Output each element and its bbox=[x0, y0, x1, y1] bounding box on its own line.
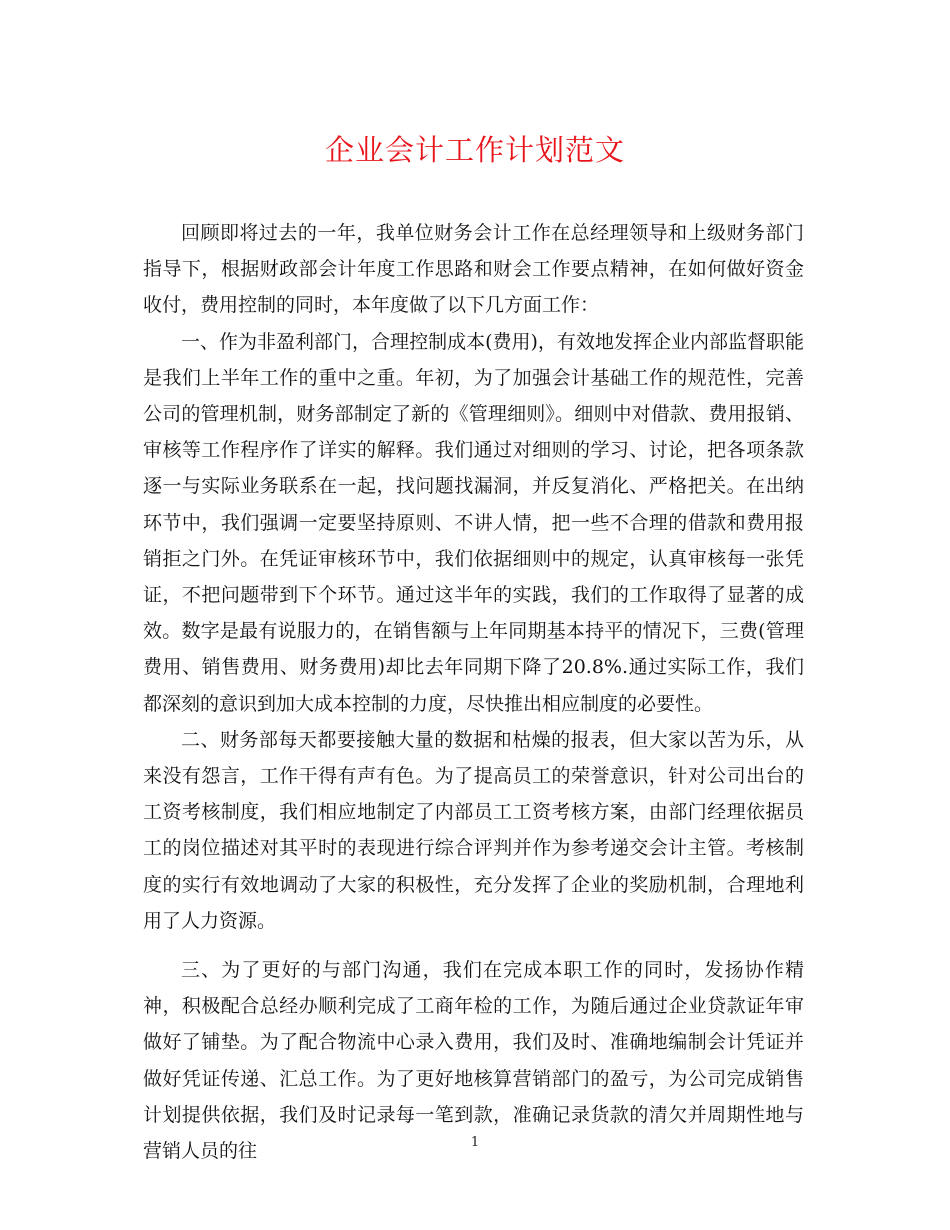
paragraph-intro: 回顾即将过去的一年，我单位财务会计工作在总经理领导和上级财务部门指导下，根据财政部会计年度工作思路和财会工作要点精神，在如何做好资金收付，费用控制的同时，本年度做了以下几方面工作： bbox=[143, 222, 804, 317]
document-body bbox=[143, 215, 804, 1169]
paragraph-department-cooperation: 三、为了更好的与部门沟通，我们在完成本职工作的同时，发扬协作精神，积极配合总经办顺利完成了工商年检的工作，为随后通过企业贷款证年审做好了铺垫。为了配合物流中心录入费用，我们及时、准确地编制会计凭证并做好凭证传递、汇总工作。为了更好地核算营销部门的盈亏，为公司完成销售计划提供依据，我们及时记录每一笔到款，准确记录货款的清欠并周期性地与营销人员的往 bbox=[143, 959, 804, 1163]
page-number: 1 bbox=[470, 1135, 480, 1150]
paragraph-cost-control: 一、作为非盈利部门，合理控制成本(费用)，有效地发挥企业内部监督职能是我们上半年工作的重中之重。年初，为了加强会计基础工作的规范性，完善公司的管理机制，财务部制定了新的《管理细则》。细则中对借款、费用报销、审核等工作程序作了详实的解释。我们通过对细则的学习、讨论，把各项条款逐一与实际业务联系在一起，找问题找漏洞，并反复消化、严格把关。在出纳环节中，我们强调一定要坚持原则、不讲人情，把一些不合理的借款和费用报销拒之门外。在凭证审核环节中，我们依据细则中的规定，认真审核每一张凭证，不把问题带到下个环节。通过这半年的实践，我们的工作取得了显著的成效。数字是最有说服力的，在销售额与上年同期基本持平的情况下，三费(管理费用、销售费用、财务费用)却比去年同期下降了20.8%.通过实际工作，我们都深刻的意识到加大成本控制的力度，尽快推出相应制度的必要性。 bbox=[143, 330, 804, 715]
document-title: 企业会计工作计划范文 bbox=[324, 133, 625, 167]
paragraph-staff-assessment: 二、财务部每天都要接触大量的数据和枯燥的报表，但大家以苦为乐，从来没有怨言，工作干得有声有色。为了提高员工的荣誉意识，针对公司出台的工资考核制度，我们相应地制定了内部员工工资考核方案，由部门经理依据员工的岗位描述对其平时的表现进行综合评判并作为参考递交会计主管。考核制度的实行有效地调动了大家的积极性，充分发挥了企业的奖励机制，合理地利用了人力资源。 bbox=[143, 728, 804, 932]
